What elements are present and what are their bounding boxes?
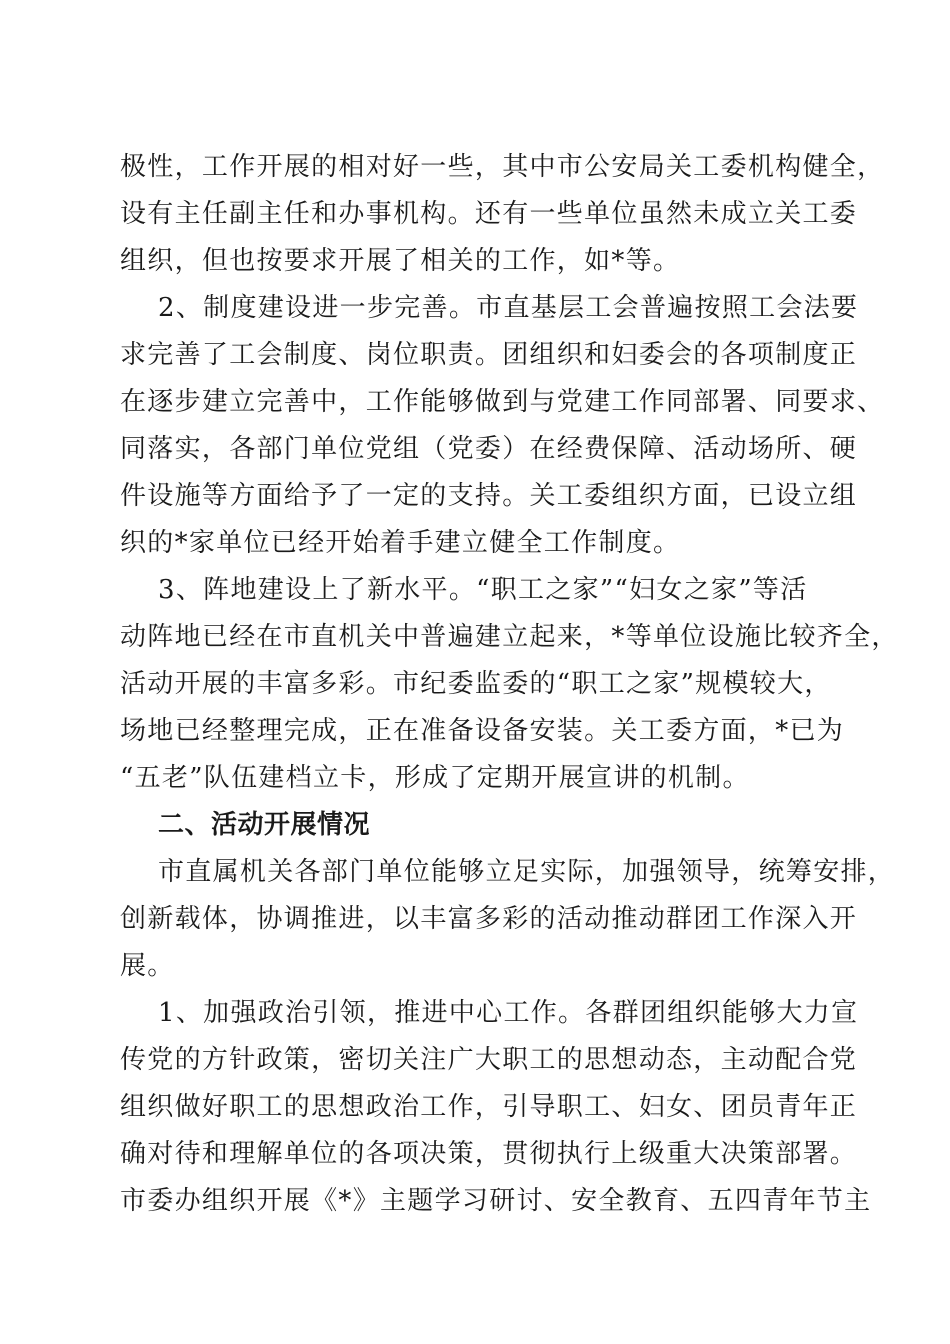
paragraph-line: 3、阵地建设上了新水平。“职工之家”“妇女之家”等活: [158, 575, 808, 605]
paragraph-line: 织的*家单位已经开始着手建立健全工作制度。: [120, 528, 681, 558]
paragraph-line: 在逐步建立完善中，工作能够做到与党建工作同部署、同要求、: [120, 387, 885, 417]
paragraph-line: 场地已经整理完成，正在准备设备安装。关工委方面，*已为: [120, 716, 845, 746]
paragraph-line: 1、加强政治引领，推进中心工作。各群团组织能够大力宣: [158, 998, 859, 1028]
paragraph-line: “五老”队伍建档立卡，形成了定期开展宣讲的机制。: [120, 763, 750, 793]
paragraph-line: 动阵地已经在市直机关中普遍建立起来，*等单位设施比较齐全，: [120, 622, 899, 652]
section-heading: 二、活动开展情况: [158, 810, 371, 840]
paragraph-line: 同落实，各部门单位党组（党委）在经费保障、活动场所、硬: [120, 434, 858, 464]
document-body: [120, 144, 899, 1225]
paragraph-line: 创新载体，协调推进，以丰富多彩的活动推动群团工作深入开: [120, 904, 858, 934]
paragraph-line: 确对待和理解单位的各项决策，贯彻执行上级重大决策部署。: [120, 1139, 858, 1169]
paragraph-line: 极性，工作开展的相对好一些，其中市公安局关工委机构健全，: [120, 152, 885, 182]
paragraph-line: 组织做好职工的思想政治工作，引导职工、妇女、团员青年正: [120, 1092, 858, 1122]
paragraph-line: 件设施等方面给予了一定的支持。关工委组织方面，已设立组: [120, 481, 858, 511]
paragraph-line: 市委办组织开展《*》主题学习研讨、安全教育、五四青年节主: [120, 1186, 872, 1216]
paragraph-line: 2、制度建设进一步完善。市直基层工会普遍按照工会法要: [158, 293, 859, 323]
paragraph-line: 求完善了工会制度、岗位职责。团组织和妇委会的各项制度正: [120, 340, 858, 370]
paragraph-line: 设有主任副主任和办事机构。还有一些单位虽然未成立关工委: [120, 199, 858, 229]
paragraph-line: 组织，但也按要求开展了相关的工作，如*等。: [120, 246, 681, 276]
paragraph-line: 市直属机关各部门单位能够立足实际，加强领导，统筹安排，: [158, 857, 896, 887]
paragraph-line: 传党的方针政策，密切关注广大职工的思想动态，主动配合党: [120, 1045, 858, 1075]
paragraph-line: 活动开展的丰富多彩。市纪委监委的“职工之家”规模较大，: [120, 669, 832, 699]
paragraph-line: 展。: [120, 951, 175, 981]
